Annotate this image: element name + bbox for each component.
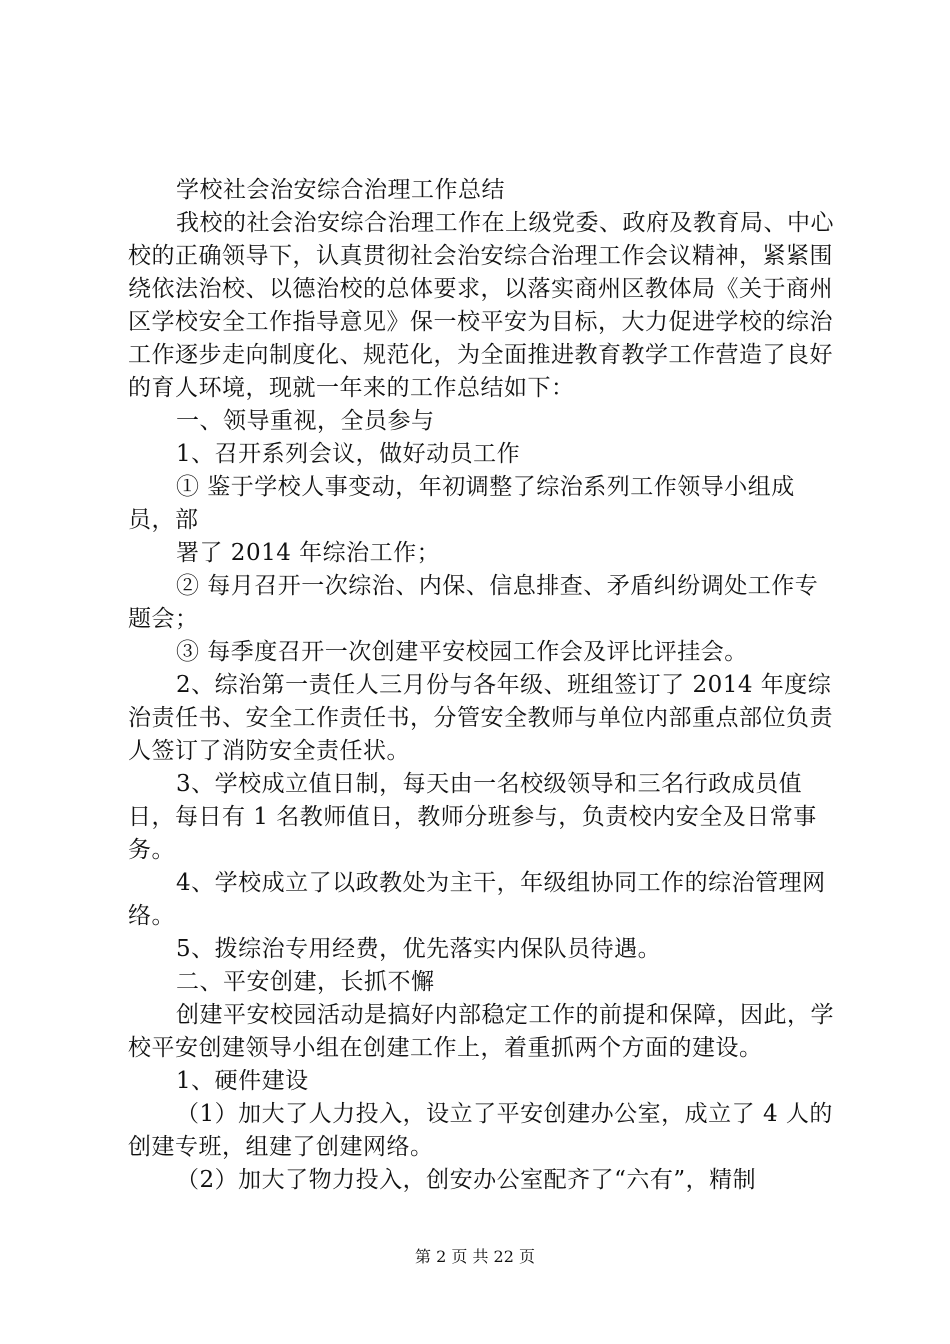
list-item: ② 每月召开一次综治、内保、信息排查、矛盾纠纷调处工作专题会； — [128, 573, 819, 632]
paragraph: （2）加大了物力投入，创安办公室配齐了“六有”，精制 — [176, 1167, 757, 1193]
section-heading: 二、平安创建，长抓不懈 — [176, 969, 435, 995]
page-footer — [0, 1244, 950, 1267]
sub-heading: 1、硬件建设 — [176, 1068, 309, 1094]
paragraph: 我校的社会治安综合治理工作在上级党委、政府及教育局、中心校的正确领导下，认真贯彻社会治安综合治理工作会议精神，紧紧围绕依法治校、以德治校的总体要求，以落实商州区教体局《关于商州区学校安全工作指导意见》保一校平安为目标，大力促进学校的综治工作逐步走向制度化、规范化，为全面推进教育教学工作营造了良好的育人环境，现就一年来的工作总结如下： — [128, 210, 834, 401]
document-body — [128, 174, 838, 1197]
document-title: 学校社会治安综合治理工作总结 — [176, 177, 505, 203]
paragraph: 5、拨综治专用经费，优先落实内保队员待遇。 — [176, 936, 662, 962]
page-number: 第 2 页 共 22 页 — [415, 1247, 535, 1266]
list-item-continuation: 署了 2014 年综治工作； — [176, 540, 441, 566]
section-heading: 一、领导重视，全员参与 — [176, 408, 435, 434]
list-item: ① 鉴于学校人事变动，年初调整了综治系列工作领导小组成员，部 — [128, 474, 795, 533]
paragraph: 2、综治第一责任人三月份与各年级、班组签订了 2014 年度综治责任书、安全工作责任书，分管安全教师与单位内部重点部位负责人签订了消防安全责任状。 — [128, 672, 833, 764]
paragraph: 4、学校成立了以政教处为主干，年级组协同工作的综治管理网络。 — [128, 870, 826, 929]
paragraph: 创建平安校园活动是搞好内部稳定工作的前提和保障，因此，学校平安创建领导小组在创建工作上，着重抓两个方面的建设。 — [128, 1002, 834, 1061]
list-item: ③ 每季度召开一次创建平安校园工作会及评比评挂会。 — [176, 639, 748, 665]
sub-heading: 1、召开系列会议，做好动员工作 — [176, 441, 521, 467]
paragraph: （1）加大了人力投入，设立了平安创建办公室，成立了 4 人的创建专班，组建了创建网络。 — [128, 1101, 833, 1160]
paragraph: 3、学校成立值日制，每天由一名校级领导和三名行政成员值日，每日有 1 名教师值日，教师分班参与，负责校内安全及日常事务。 — [128, 771, 817, 863]
